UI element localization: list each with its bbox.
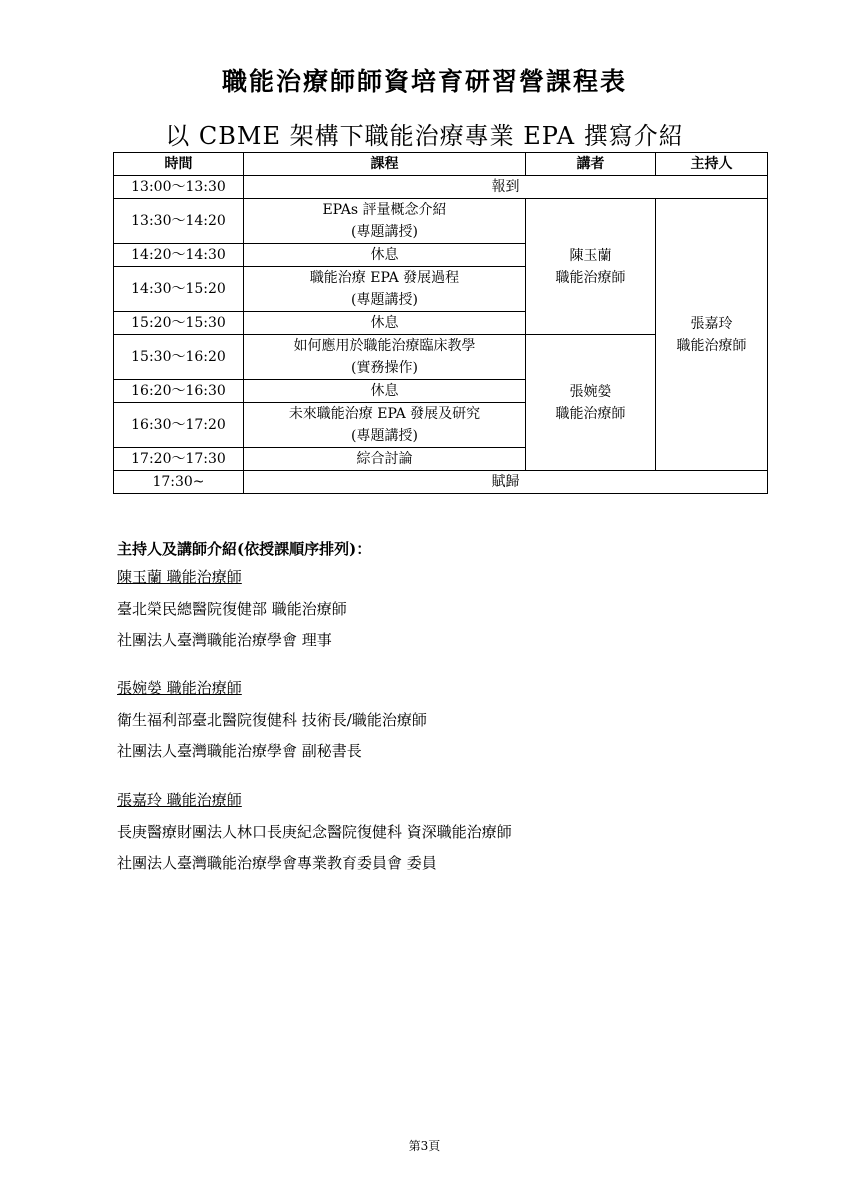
bio-name: 張嘉玲 職能治療師	[117, 791, 242, 809]
course-cell	[244, 335, 526, 380]
course-title: 如何應用於職能治療臨床教學	[293, 338, 476, 354]
header-time: 時間	[114, 153, 244, 176]
course-format: (專題講授)	[351, 292, 418, 308]
course-cell: 休息	[244, 312, 526, 335]
time-cell: 15:20～15:30	[114, 312, 244, 335]
course-format: (實務操作)	[351, 360, 418, 376]
bio-affiliation: 社團法人臺灣職能治療學會 理事	[117, 631, 332, 649]
document-subtitle: 以 CBME 架構下職能治療專業 EPA 撰寫介紹	[165, 122, 684, 150]
time-cell: 13:00～13:30	[114, 176, 244, 199]
bio-name: 張婉嫈 職能治療師	[117, 679, 242, 697]
header-course: 課程	[244, 153, 526, 176]
time-cell: 16:20～16:30	[114, 380, 244, 403]
time-cell: 15:30～16:20	[114, 335, 244, 380]
table-row	[114, 176, 768, 199]
bio-affiliation: 臺北榮民總醫院復健部 職能治療師	[117, 600, 347, 618]
host-name: 張嘉玲	[690, 315, 733, 332]
course-cell	[244, 267, 526, 312]
speaker-name: 張婉嫈	[569, 383, 612, 400]
course-cell: 報到	[244, 176, 768, 199]
time-cell: 17:30~	[114, 471, 244, 494]
speaker-title: 職能治療師	[555, 269, 626, 286]
host-title: 職能治療師	[676, 337, 747, 354]
bio-affiliation: 社團法人臺灣職能治療學會 副秘書長	[117, 742, 362, 760]
bio-block	[117, 567, 347, 661]
page-number: 第3頁	[408, 1139, 441, 1153]
header-speaker: 講者	[526, 153, 656, 176]
time-cell: 17:20～17:30	[114, 448, 244, 471]
course-format: (專題講授)	[351, 224, 418, 240]
time-cell: 16:30～17:20	[114, 403, 244, 448]
intro-heading: 主持人及講師介紹(依授課順序排列)：	[117, 540, 372, 558]
table-row	[114, 199, 768, 244]
bio-affiliation: 長庚醫療財團法人林口長庚紀念醫院復健科 資深職能治療師	[117, 823, 512, 841]
host-cell	[656, 199, 768, 471]
time-cell: 14:20～14:30	[114, 244, 244, 267]
speaker-title: 職能治療師	[555, 405, 626, 422]
bio-block	[117, 678, 427, 772]
course-cell: 賦歸	[244, 471, 768, 494]
schedule-table	[113, 152, 768, 494]
bio-name: 陳玉蘭 職能治療師	[117, 568, 242, 586]
course-cell: 休息	[244, 244, 526, 267]
speaker-cell	[526, 335, 656, 471]
course-cell: 綜合討論	[244, 448, 526, 471]
time-cell: 14:30～15:20	[114, 267, 244, 312]
course-cell: 休息	[244, 380, 526, 403]
course-title: 職能治療 EPA 發展過程	[309, 270, 460, 286]
table-header-row	[114, 153, 768, 176]
bio-affiliation: 社團法人臺灣職能治療學會專業教育委員會 委員	[117, 854, 437, 872]
speaker-name: 陳玉蘭	[569, 247, 612, 264]
document-title: 職能治療師師資培育研習營課程表	[221, 67, 627, 96]
bio-affiliation: 衛生福利部臺北醫院復健科 技術長/職能治療師	[117, 711, 427, 729]
bio-block	[117, 790, 512, 884]
course-cell	[244, 403, 526, 448]
table-row	[114, 471, 768, 494]
speaker-cell	[526, 199, 656, 335]
course-title: EPAs 評量概念介紹	[322, 202, 447, 218]
course-title: 未來職能治療 EPA 發展及研究	[288, 406, 481, 422]
course-cell	[244, 199, 526, 244]
time-cell: 13:30～14:20	[114, 199, 244, 244]
course-format: (專題講授)	[351, 428, 418, 444]
header-host: 主持人	[656, 153, 768, 176]
